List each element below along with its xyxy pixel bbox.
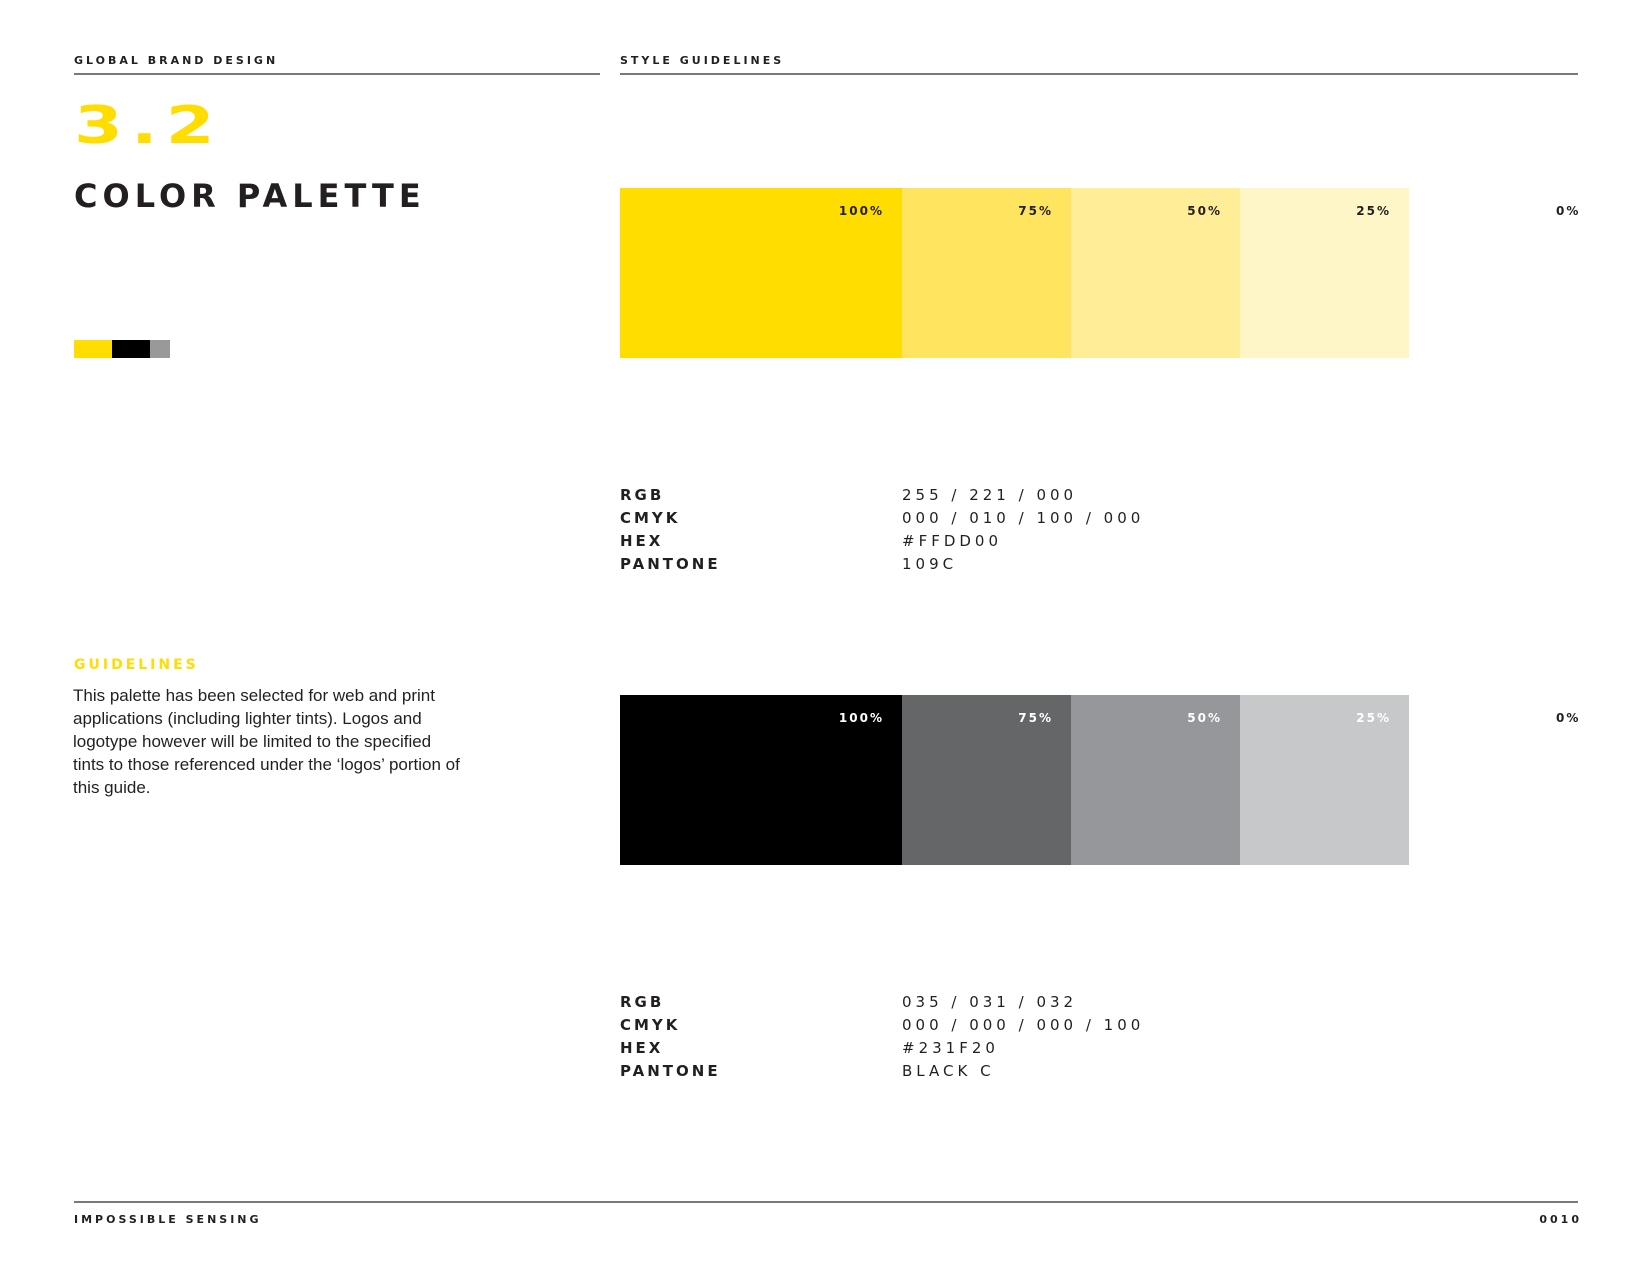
spec-key: CMYK bbox=[620, 1015, 681, 1034]
header-left-label: GLOBAL BRAND DESIGN bbox=[74, 54, 279, 67]
yellow-tint-25 bbox=[1240, 188, 1409, 358]
tint-label: 25% bbox=[1356, 711, 1391, 725]
black-tint-0-label: 0% bbox=[1556, 711, 1581, 725]
spec-value: #FFDD00 bbox=[902, 531, 1003, 550]
tint-label: 50% bbox=[1187, 711, 1222, 725]
header-rule-right bbox=[620, 73, 1578, 75]
footer-rule bbox=[74, 1201, 1578, 1203]
spec-row-cmyk bbox=[620, 506, 1144, 529]
spec-value: BLACK C bbox=[902, 1061, 995, 1080]
black-tint-50 bbox=[1071, 695, 1240, 865]
header-right-label: STYLE GUIDELINES bbox=[620, 54, 785, 67]
spec-key: HEX bbox=[620, 531, 664, 550]
black-tint-100 bbox=[620, 695, 902, 865]
spec-value: 035 / 031 / 032 bbox=[902, 992, 1078, 1011]
spec-key: RGB bbox=[620, 992, 665, 1011]
spec-row-hex bbox=[620, 1036, 1144, 1059]
guidelines-body: This palette has been selected for web and print applications (including lighter tints). Logos and logotype however will be limited to the specified tints to those referenced under the ‘logos’ portion of this guide. bbox=[73, 686, 460, 797]
yellow-tint-100 bbox=[620, 188, 902, 358]
tint-label: 100% bbox=[838, 711, 884, 725]
guidelines-heading: GUIDELINES bbox=[74, 657, 199, 673]
tint-label: 75% bbox=[1018, 711, 1053, 725]
mini-swatch-black bbox=[112, 340, 150, 358]
black-tint-25 bbox=[1240, 695, 1409, 865]
section-number: 3.2 bbox=[74, 96, 223, 156]
spec-key: PANTONE bbox=[620, 1061, 721, 1080]
header-rule-left bbox=[74, 73, 600, 75]
spec-key: PANTONE bbox=[620, 554, 721, 573]
yellow-tint-50 bbox=[1071, 188, 1240, 358]
spec-row-hex bbox=[620, 529, 1144, 552]
spec-value: 255 / 221 / 000 bbox=[902, 485, 1078, 504]
black-tint-strip bbox=[620, 695, 1409, 865]
spec-value: 109C bbox=[902, 554, 958, 573]
footer-left-label: IMPOSSIBLE SENSING bbox=[74, 1213, 262, 1226]
spec-row-rgb bbox=[620, 483, 1144, 506]
mini-swatch-gray bbox=[150, 340, 170, 358]
tint-label: 25% bbox=[1356, 204, 1391, 218]
spec-value: #231F20 bbox=[902, 1038, 999, 1057]
yellow-tint-0-label: 0% bbox=[1556, 204, 1581, 218]
spec-key: CMYK bbox=[620, 508, 681, 527]
black-tint-75 bbox=[902, 695, 1071, 865]
tint-label: 100% bbox=[838, 204, 884, 218]
page-number: 0010 bbox=[1539, 1213, 1582, 1226]
mini-swatch-yellow bbox=[74, 340, 112, 358]
yellow-spec-table bbox=[620, 483, 1144, 575]
tint-label: 75% bbox=[1018, 204, 1053, 218]
spec-key: RGB bbox=[620, 485, 665, 504]
spec-row-cmyk bbox=[620, 1013, 1144, 1036]
yellow-tint-strip bbox=[620, 188, 1409, 358]
spec-value: 000 / 010 / 100 / 000 bbox=[902, 508, 1145, 527]
spec-value: 000 / 000 / 000 / 100 bbox=[902, 1015, 1145, 1034]
black-spec-table bbox=[620, 990, 1144, 1082]
spec-row-pantone bbox=[620, 1059, 1144, 1082]
spec-key: HEX bbox=[620, 1038, 664, 1057]
spec-row-rgb bbox=[620, 990, 1144, 1013]
section-title: COLOR PALETTE bbox=[74, 177, 426, 215]
spec-row-pantone bbox=[620, 552, 1144, 575]
yellow-tint-75 bbox=[902, 188, 1071, 358]
tint-label: 50% bbox=[1187, 204, 1222, 218]
